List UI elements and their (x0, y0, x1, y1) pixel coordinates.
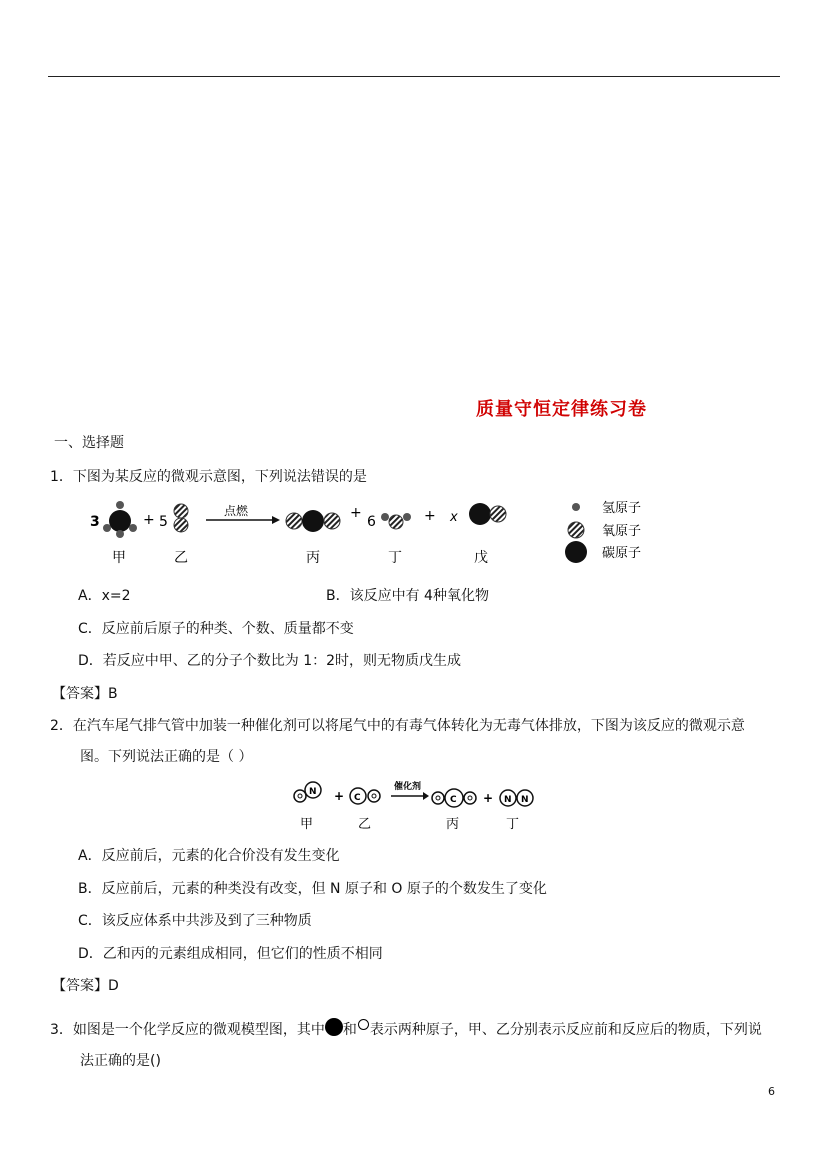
header-rule (48, 76, 780, 77)
q1-option-d: D．若反应中甲、乙的分子个数比为 1：2时，则无物质戊生成 (78, 653, 462, 669)
label-wu: 戊 (474, 550, 488, 566)
molecule-yi-co (350, 788, 380, 804)
q2-option-c: C．该反应体系中共涉及到了三种物质 (78, 913, 312, 929)
coef-ding: 6 (367, 514, 376, 530)
question-2-stem-line1: 2．在汽车尾气排气管中加装一种催化剂可以将尾气中的有毒气体转化为无毒气体排放，下图为该反应的微观示意 (50, 718, 745, 734)
legend-carbon-icon (565, 541, 587, 563)
atom-c-label: C (354, 793, 361, 803)
molecule-ding (381, 513, 411, 529)
q2-arrow-label: 催化剂 (394, 782, 422, 792)
legend-oxygen-icon (568, 522, 584, 538)
q2-plus-1: + (334, 789, 345, 803)
question-3-stem-line2: 法正确的是() (80, 1053, 161, 1069)
section-heading: 一、选择题 (54, 435, 124, 451)
q2-reaction-arrow (391, 792, 429, 800)
label-yi: 乙 (174, 550, 188, 566)
white-atom-icon (358, 1019, 369, 1030)
q2-option-b: B．反应前后，元素的种类没有改变，但 N 原子和 O 原子的个数发生了变化 (78, 881, 547, 897)
page-number: 6 (768, 1085, 775, 1098)
q3-stem-prefix: 3．如图是一个化学反应的微观模型图，其中 (50, 1022, 325, 1038)
label-bing: 丙 (306, 550, 320, 566)
q2-plus-2: + (483, 791, 494, 805)
q1-option-b: B．该反应中有 4种氧化物 (326, 588, 489, 604)
label-ding: 丁 (388, 550, 402, 566)
legend-hydrogen-icon (572, 503, 580, 511)
q3-stem-suffix: 表示两种原子，甲、乙分别表示反应前和反应后的物质，下列说 (369, 1022, 762, 1038)
q2-answer: 【答案】D (52, 978, 119, 994)
plus-3: + (424, 508, 436, 524)
molecule-bing-co2 (432, 789, 476, 807)
svg-text:N: N (521, 795, 529, 805)
legend-hydrogen: 氢原子 (602, 501, 642, 516)
question-1-stem: 1．下图为某反应的微观示意图，下列说法错误的是 (50, 469, 367, 485)
q2-label-ding: 丁 (506, 817, 520, 832)
q2-option-a: A．反应前后，元素的化合价没有发生变化 (78, 848, 340, 864)
q2-label-bing: 丙 (446, 817, 460, 832)
label-jia: 甲 (112, 550, 126, 566)
q1-answer: 【答案】B (52, 686, 118, 702)
question-3-stem-line1 (50, 1018, 762, 1039)
legend-oxygen: 氧原子 (602, 524, 642, 539)
svg-text:C: C (450, 795, 457, 805)
q1-option-a: A．x=2 (78, 588, 131, 604)
coef-wu: x (450, 510, 458, 525)
q1-option-c: C．反应前后原子的种类、个数、质量都不变 (78, 621, 354, 637)
legend-carbon: 碳原子 (602, 546, 642, 561)
q2-option-d: D．乙和丙的元素组成相同，但它们的性质不相同 (78, 946, 383, 962)
question-2-stem-line2: 图。下列说法正确的是（ ） (80, 749, 253, 765)
molecule-yi (174, 504, 188, 532)
molecule-jia (103, 501, 137, 538)
coef-jia: 3 (90, 514, 100, 530)
page-title: 质量守恒定律练习卷 (476, 399, 647, 420)
plus-2: + (350, 505, 362, 521)
arrow-label-ignite: 点燃 (224, 504, 249, 518)
q1-reaction-diagram (80, 495, 680, 575)
q2-label-yi: 乙 (358, 817, 372, 832)
plus-1: + (143, 512, 155, 528)
q2-reaction-diagram (290, 778, 550, 834)
molecule-wu (469, 503, 506, 525)
atom-n-label: N (309, 787, 317, 797)
black-atom-icon (325, 1018, 343, 1036)
q2-label-jia: 甲 (300, 817, 314, 832)
coef-yi: 5 (159, 514, 168, 530)
molecule-jia-no (294, 782, 321, 802)
q3-stem-mid: 和 (342, 1022, 357, 1038)
svg-text:N: N (504, 795, 512, 805)
molecule-ding-n2 (500, 790, 533, 806)
molecule-bing (286, 510, 340, 532)
